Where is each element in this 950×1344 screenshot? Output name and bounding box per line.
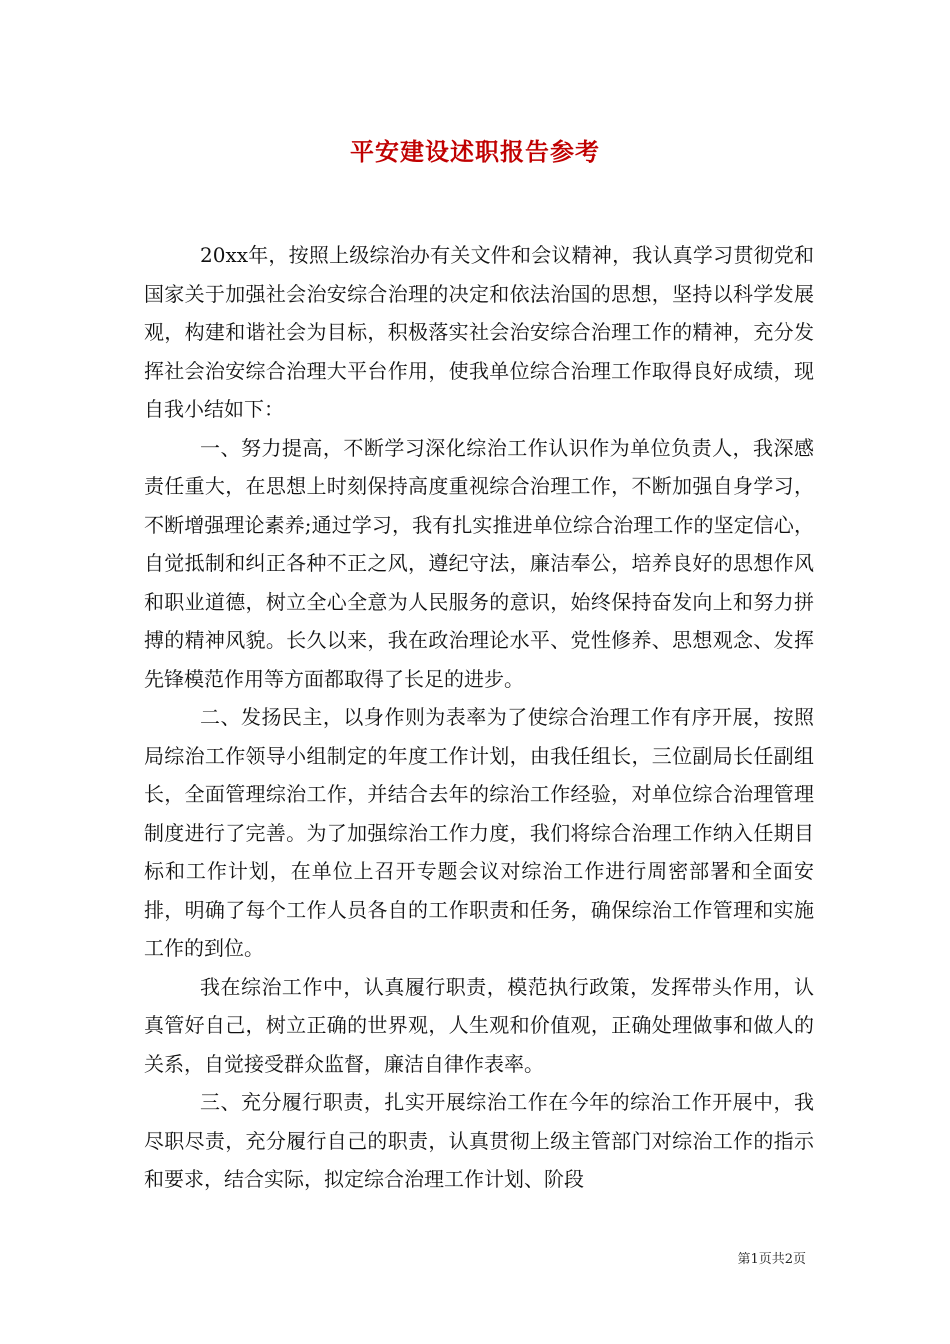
document-body bbox=[144, 236, 814, 1199]
paragraph-section-2: 二、发扬民主，以身作则为表率为了使综合治理工作有序开展，按照局综治工作领导小组制定的年度工作计划，由我任组长，三位副局长任副组长，全面管理综治工作，并结合去年的综治工作经验，对单位综合治理管理制度进行了完善。为了加强综治工作力度，我们将综合治理工作纳入任期目标和工作计划，在单位上召开专题会议对综治工作进行周密部署和全面安排，明确了每个工作人员各自的工作职责和任务，确保综治工作管理和实施工作的到位。 bbox=[144, 705, 814, 960]
paragraph-intro: 20xx年，按照上级综治办有关文件和会议精神，我认真学习贯彻党和国家关于加强社会治安综合治理的决定和依法治国的思想，坚持以科学发展观，构建和谐社会为目标，积极落实社会治安综合治理工作的精神，充分发挥社会治安综合治理大平台作用，使我单位综合治理工作取得良好成绩，现自我小结如下： bbox=[144, 243, 814, 421]
paragraph-conduct: 我在综治工作中，认真履行职责，模范执行政策，发挥带头作用，认真管好自己，树立正确的世界观，人生观和价值观，正确处理做事和做人的关系，自觉接受群众监督，廉洁自律作表率。 bbox=[144, 974, 814, 1076]
document-title: 平安建设述职报告参考 bbox=[350, 137, 600, 166]
paragraph-section-1: 一、努力提高，不断学习深化综治工作认识作为单位负责人，我深感责任重大，在思想上时刻保持高度重视综合治理工作，不断加强自身学习，不断增强理论素养;通过学习，我有扎实推进单位综合治理工作的坚定信心，自觉抵制和纠正各种不正之风，遵纪守法，廉洁奉公，培养良好的思想作风和职业道德，树立全心全意为人民服务的意识，始终保持奋发向上和努力拼搏的精神风貌。长久以来，我在政治理论水平、党性修养、思想观念、发挥先锋模范作用等方面都取得了长足的进步。 bbox=[144, 435, 814, 691]
page-number: 第1页共2页 bbox=[737, 1252, 806, 1267]
paragraph-section-3: 三、充分履行职责，扎实开展综治工作在今年的综治工作开展中，我尽职尽责，充分履行自己的职责，认真贯彻上级主管部门对综治工作的指示和要求，结合实际，拟定综合治理工作计划、阶段 bbox=[144, 1090, 814, 1191]
